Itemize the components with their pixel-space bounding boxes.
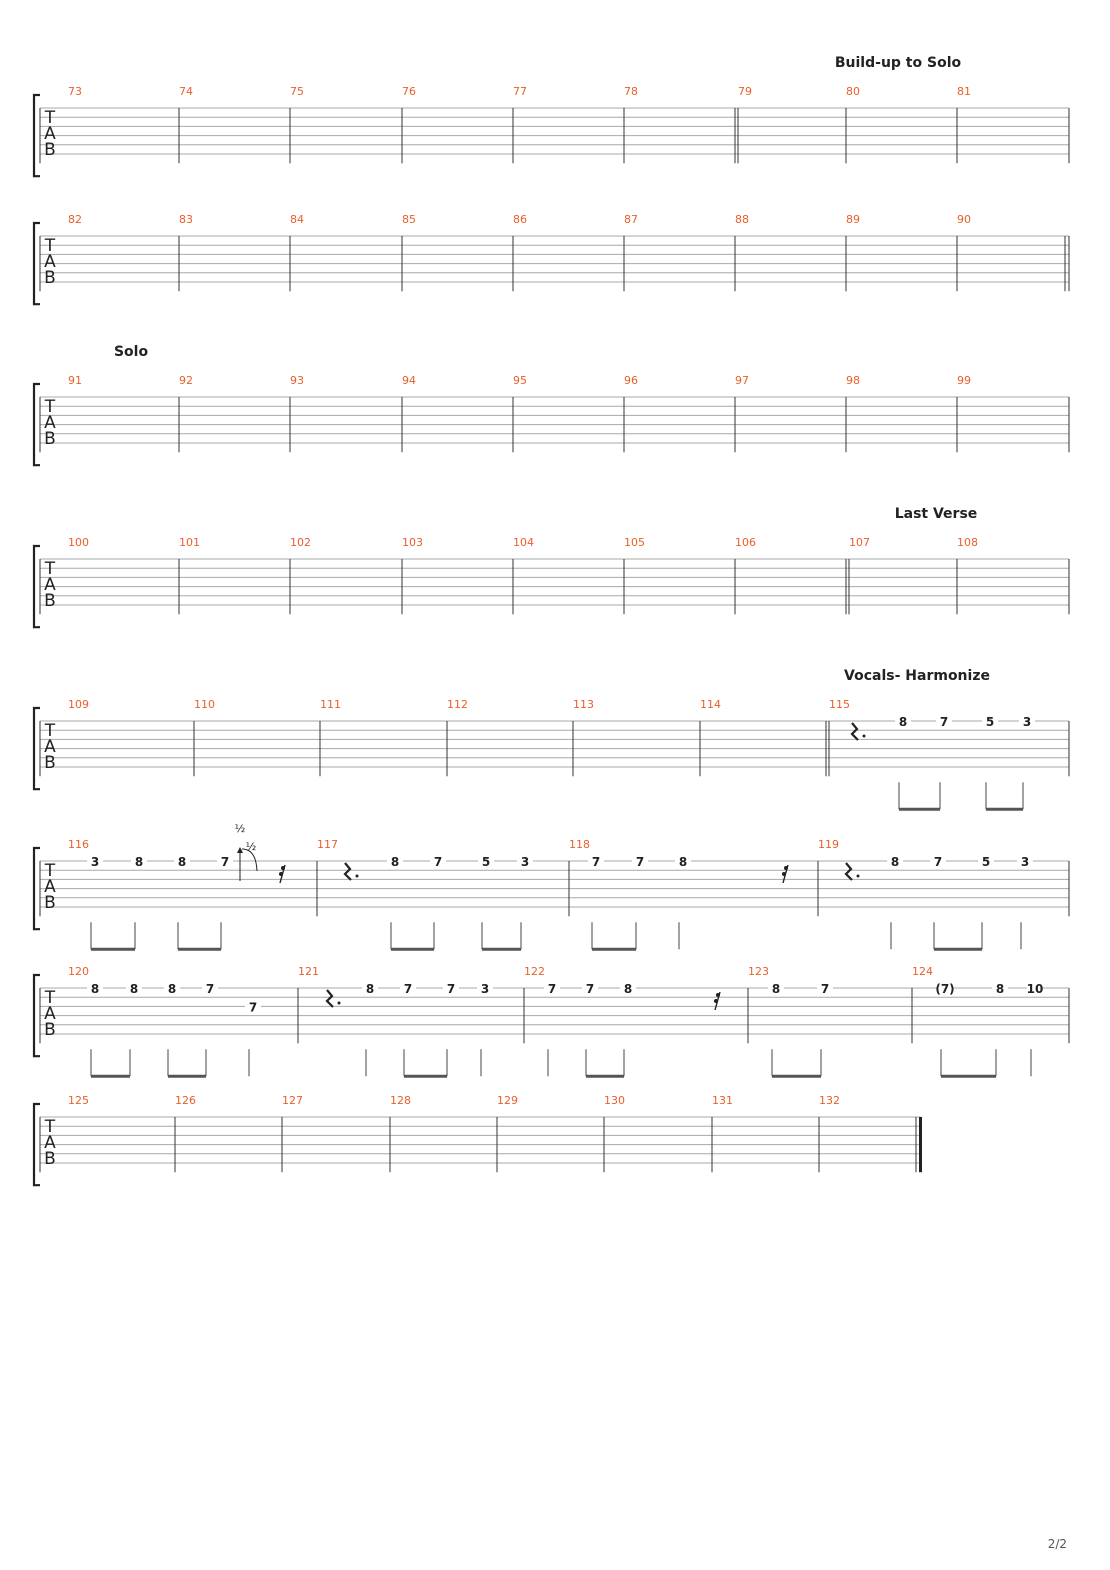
tab-clef-letter: T (44, 559, 56, 579)
fret-number: 8 (167, 982, 177, 996)
measure-number: 100 (68, 536, 89, 549)
measure-number: 129 (497, 1094, 518, 1107)
fret-number: 7 (446, 982, 456, 996)
system-bracket (34, 708, 40, 789)
fret-number: 8 (134, 855, 144, 869)
fret-number: 8 (890, 855, 900, 869)
rest-flag (782, 872, 786, 876)
rest-dot (863, 735, 866, 738)
measure-number: 98 (846, 374, 860, 387)
rest-flag (784, 866, 788, 870)
fret-number: 7 (933, 855, 943, 869)
measure-number: 114 (700, 698, 721, 711)
measure-number: 83 (179, 213, 193, 226)
measure-number: 85 (402, 213, 416, 226)
rest-dot (338, 1002, 341, 1005)
fret-number: 7 (820, 982, 830, 996)
measure-number: 79 (738, 85, 752, 98)
quarter-rest (852, 723, 858, 740)
bend-arrow-head (237, 847, 243, 853)
fret-number: 8 (995, 982, 1005, 996)
fret-number: 3 (480, 982, 490, 996)
measure-number: 82 (68, 213, 82, 226)
measure-number: 131 (712, 1094, 733, 1107)
fret-number: 7 (205, 982, 215, 996)
measure-number: 111 (320, 698, 341, 711)
measure-number: 120 (68, 965, 89, 978)
section-label: Build-up to Solo (834, 55, 962, 71)
tab-clef-letter: B (44, 429, 56, 449)
measure-number: 108 (957, 536, 978, 549)
tab-clef-letter: B (44, 1020, 56, 1040)
fret-number: 5 (981, 855, 991, 869)
measure-number: 95 (513, 374, 527, 387)
page-number: 2/2 (1047, 1537, 1067, 1551)
fret-number: 7 (403, 982, 413, 996)
fret-number: 7 (939, 715, 949, 729)
section-label: Vocals- Harmonize (844, 668, 990, 684)
measure-number: 102 (290, 536, 311, 549)
measure-number: 76 (402, 85, 416, 98)
measure-number: 105 (624, 536, 645, 549)
measure-number: 84 (290, 213, 304, 226)
measure-number: 127 (282, 1094, 303, 1107)
tab-clef-letter: A (44, 575, 56, 595)
tab-clef-letter: T (44, 1117, 56, 1137)
measure-number: 117 (317, 838, 338, 851)
measure-number: 118 (569, 838, 590, 851)
final-barline-thick (919, 1117, 922, 1172)
tab-clef-letter: T (44, 108, 56, 128)
fret-number: 8 (90, 982, 100, 996)
quarter-rest (327, 990, 333, 1007)
tab-system (34, 822, 1069, 949)
tab-clef-letter: T (44, 236, 56, 256)
tab-clef-letter: A (44, 413, 56, 433)
measure-number: 77 (513, 85, 527, 98)
fret-number: 8 (365, 982, 375, 996)
tab-clef-letter: A (44, 1133, 56, 1153)
measure-number: 113 (573, 698, 594, 711)
measure-number: 101 (179, 536, 200, 549)
rest-dot (356, 875, 359, 878)
tab-clef-letter: A (44, 252, 56, 272)
tab-clef-letter: T (44, 988, 56, 1008)
quarter-rest (846, 863, 852, 880)
system-bracket (34, 848, 40, 929)
system-bracket (34, 384, 40, 465)
fret-number: 8 (129, 982, 139, 996)
measure-number: 80 (846, 85, 860, 98)
quarter-rest (345, 863, 351, 880)
measure-number: 88 (735, 213, 749, 226)
tab-clef-letter: B (44, 893, 56, 913)
measure-number: 107 (849, 536, 870, 549)
fret-number: 8 (898, 715, 908, 729)
measure-number: 125 (68, 1094, 89, 1107)
fret-number: 3 (90, 855, 100, 869)
fret-number: 10 (1026, 982, 1044, 996)
tab-clef-letter: B (44, 268, 56, 288)
measure-number: 106 (735, 536, 756, 549)
tab-system (34, 965, 1069, 1076)
fret-number: 7 (433, 855, 443, 869)
fret-number: 7 (547, 982, 557, 996)
measure-number: 130 (604, 1094, 625, 1107)
measure-number: 104 (513, 536, 534, 549)
measure-number: 110 (194, 698, 215, 711)
bend-label: ½ (234, 822, 246, 835)
tab-clef-letter: A (44, 124, 56, 144)
measure-number: 99 (957, 374, 971, 387)
fret-number: 8 (390, 855, 400, 869)
rest-flag (281, 866, 285, 870)
tab-system (34, 1094, 922, 1185)
fret-number: 7 (248, 1000, 258, 1015)
tab-clef-letter: T (44, 861, 56, 881)
system-bracket (34, 546, 40, 627)
tab-system (34, 668, 1069, 809)
tab-clef-letter: A (44, 737, 56, 757)
tab-system (34, 344, 1069, 465)
tab-clef-letter: B (44, 591, 56, 611)
measure-number: 91 (68, 374, 82, 387)
measure-number: 74 (179, 85, 193, 98)
measure-number: 115 (829, 698, 850, 711)
fret-number: 7 (635, 855, 645, 869)
measure-number: 96 (624, 374, 638, 387)
measure-number: 119 (818, 838, 839, 851)
tab-clef-letter: B (44, 140, 56, 160)
measure-number: 112 (447, 698, 468, 711)
rest-flag (716, 993, 720, 997)
measure-number: 124 (912, 965, 933, 978)
rest-flag (714, 999, 718, 1003)
fret-number: 5 (481, 855, 491, 869)
measure-number: 126 (175, 1094, 196, 1107)
measure-number: 116 (68, 838, 89, 851)
tab-clef-letter: T (44, 397, 56, 417)
tab-clef-letter: A (44, 1004, 56, 1024)
fret-number: 3 (1020, 855, 1030, 869)
measure-number: 94 (402, 374, 416, 387)
measure-number: 109 (68, 698, 89, 711)
measure-number: 103 (402, 536, 423, 549)
tab-system (34, 506, 1069, 627)
release-label: ½ (245, 840, 257, 853)
tab-system (34, 55, 1069, 176)
fret-number: 3 (520, 855, 530, 869)
fret-number: 8 (771, 982, 781, 996)
tab-clef-letter: A (44, 877, 56, 897)
measure-number: 132 (819, 1094, 840, 1107)
measure-number: 93 (290, 374, 304, 387)
measure-number: 121 (298, 965, 319, 978)
measure-number: 81 (957, 85, 971, 98)
rest-flag (279, 872, 283, 876)
measure-number: 123 (748, 965, 769, 978)
measure-number: 89 (846, 213, 860, 226)
tab-clef-letter: T (44, 721, 56, 741)
tab-system (34, 213, 1069, 304)
system-bracket (34, 95, 40, 176)
fret-number: 7 (585, 982, 595, 996)
fret-number: 8 (177, 855, 187, 869)
measure-number: 75 (290, 85, 304, 98)
fret-number: 8 (623, 982, 633, 996)
measure-number: 78 (624, 85, 638, 98)
measure-number: 86 (513, 213, 527, 226)
measure-number: 73 (68, 85, 82, 98)
measure-number: 90 (957, 213, 971, 226)
rest-dot (857, 875, 860, 878)
section-label: Last Verse (894, 506, 978, 522)
measure-number: 92 (179, 374, 193, 387)
fret-number: 5 (985, 715, 995, 729)
tab-clef-letter: B (44, 753, 56, 773)
measure-number: 122 (524, 965, 545, 978)
measure-number: 128 (390, 1094, 411, 1107)
fret-number: (7) (935, 982, 955, 996)
measure-number: 87 (624, 213, 638, 226)
section-label: Solo (113, 344, 149, 360)
fret-number: 7 (220, 855, 230, 869)
measure-number: 97 (735, 374, 749, 387)
fret-number: 7 (591, 855, 601, 869)
fret-number: 3 (1022, 715, 1032, 729)
system-bracket (34, 1104, 40, 1185)
system-bracket (34, 975, 40, 1056)
tab-clef-letter: B (44, 1149, 56, 1169)
fret-number: 8 (678, 855, 688, 869)
system-bracket (34, 223, 40, 304)
